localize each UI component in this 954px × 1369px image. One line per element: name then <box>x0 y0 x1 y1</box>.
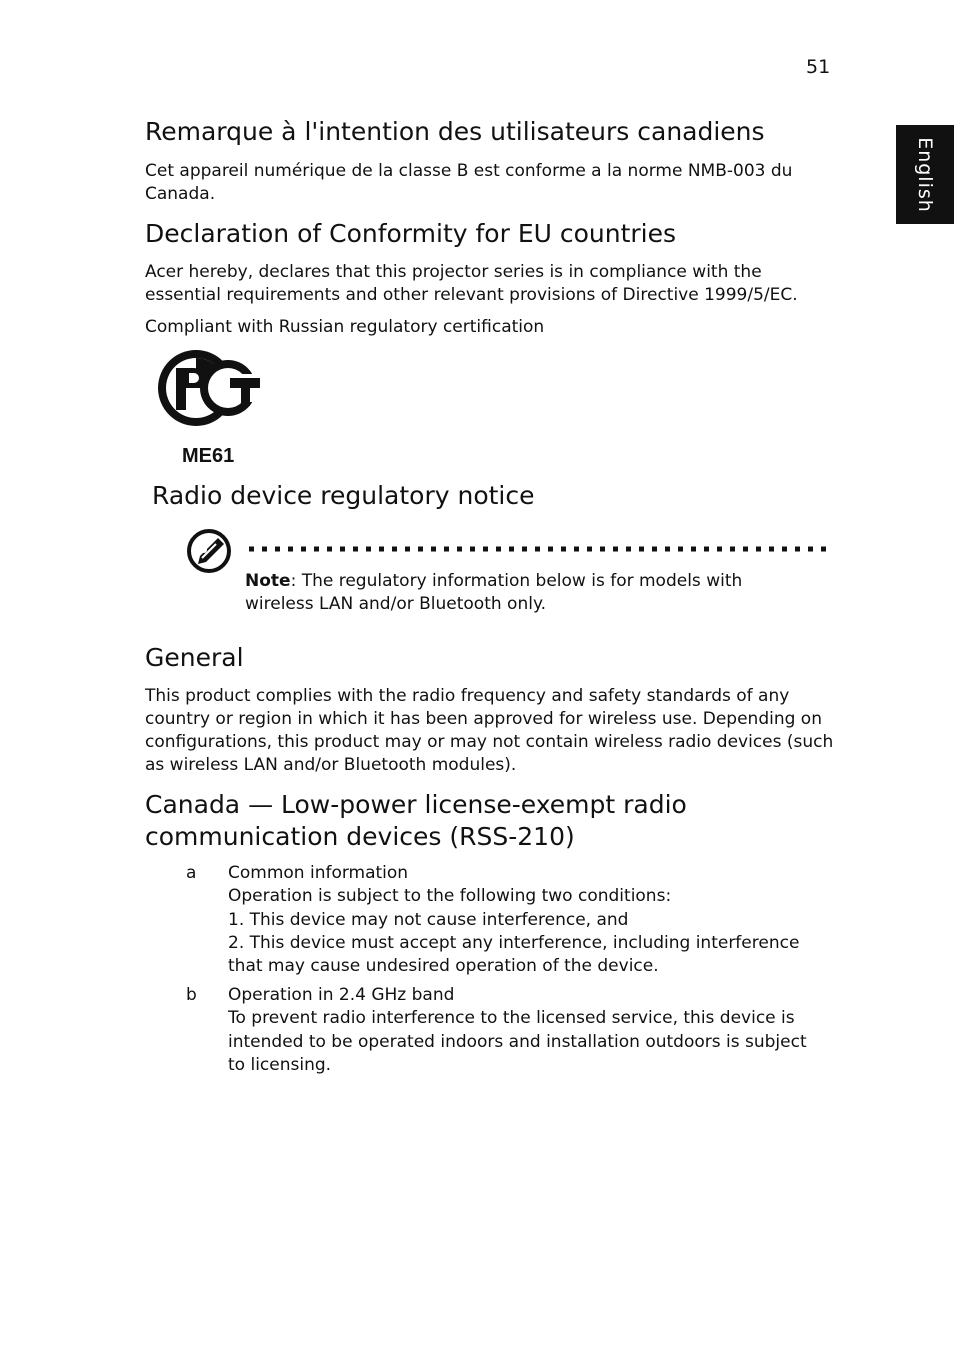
general-line: This product complies with the radio frequency and safety standards of any <box>145 686 790 706</box>
list-item-line: 1. This device may not cause interference, and <box>228 909 629 930</box>
note-pen-icon <box>186 528 234 576</box>
list-item-line: Operation in 2.4 GHz band <box>228 985 455 1005</box>
canada-notice-line: Canada. <box>145 184 216 204</box>
list-item-line: intended to be operated indoors and installation outdoors is subject <box>228 1031 807 1052</box>
general-heading: General <box>145 643 244 672</box>
eu-conformity-text <box>145 261 835 307</box>
general-line: configurations, this product may or may not contain wireless radio devices (such <box>145 732 834 752</box>
general-text <box>145 685 835 777</box>
eu-conformity-line: essential requirements and other relevant provisions of Directive 1999/5/EC. <box>145 285 798 305</box>
note-line: : The regulatory information below is for models with <box>290 571 743 591</box>
note-dotted-rule <box>247 545 833 553</box>
canada-notice-text <box>145 160 835 206</box>
list-item-line: to licensing. <box>228 1054 332 1075</box>
general-line: country or region in which it has been approved for wireless use. Depending on <box>145 709 822 729</box>
language-tab <box>896 125 954 224</box>
radio-notice-heading: Radio device regulatory notice <box>152 481 535 510</box>
eu-conformity-heading: Declaration of Conformity for EU countries <box>145 219 677 248</box>
page-number: 51 <box>806 56 831 78</box>
list-marker: a <box>186 863 197 883</box>
canada-rss-heading-line: communication devices (RSS-210) <box>145 822 575 851</box>
general-line: as wireless LAN and/or Bluetooth modules). <box>145 755 517 775</box>
eu-conformity-line: Acer hereby, declares that this projector series is in compliance with the <box>145 262 762 282</box>
list-item-line: 2. This device must accept any interference, including interference <box>228 932 800 953</box>
list-marker: b <box>186 985 197 1005</box>
pct-certification-logo <box>156 344 266 434</box>
canada-rss-heading <box>145 789 687 853</box>
russian-cert-text: Compliant with Russian regulatory certification <box>145 317 545 337</box>
pct-logo-code: ME61 <box>182 445 235 467</box>
list-item-line: Common information <box>228 863 409 883</box>
canada-notice-heading: Remarque à l'intention des utilisateurs canadiens <box>145 117 765 146</box>
note-text <box>245 570 805 616</box>
canada-rss-heading-line: Canada — Low-power license-exempt radio <box>145 790 687 819</box>
list-item-content <box>228 862 828 978</box>
canada-notice-line: Cet appareil numérique de la classe B est conforme a la norme NMB-003 du <box>145 161 793 181</box>
language-tab-label: English <box>914 136 937 213</box>
note-label: Note <box>245 571 291 591</box>
list-item-line: To prevent radio interference to the licensed service, this device is <box>228 1008 795 1029</box>
list-item-line: that may cause undesired operation of the device. <box>228 956 659 977</box>
list-item-line: Operation is subject to the following two conditions: <box>228 886 672 907</box>
note-line: wireless LAN and/or Bluetooth only. <box>245 594 546 614</box>
list-item-content <box>228 984 828 1077</box>
